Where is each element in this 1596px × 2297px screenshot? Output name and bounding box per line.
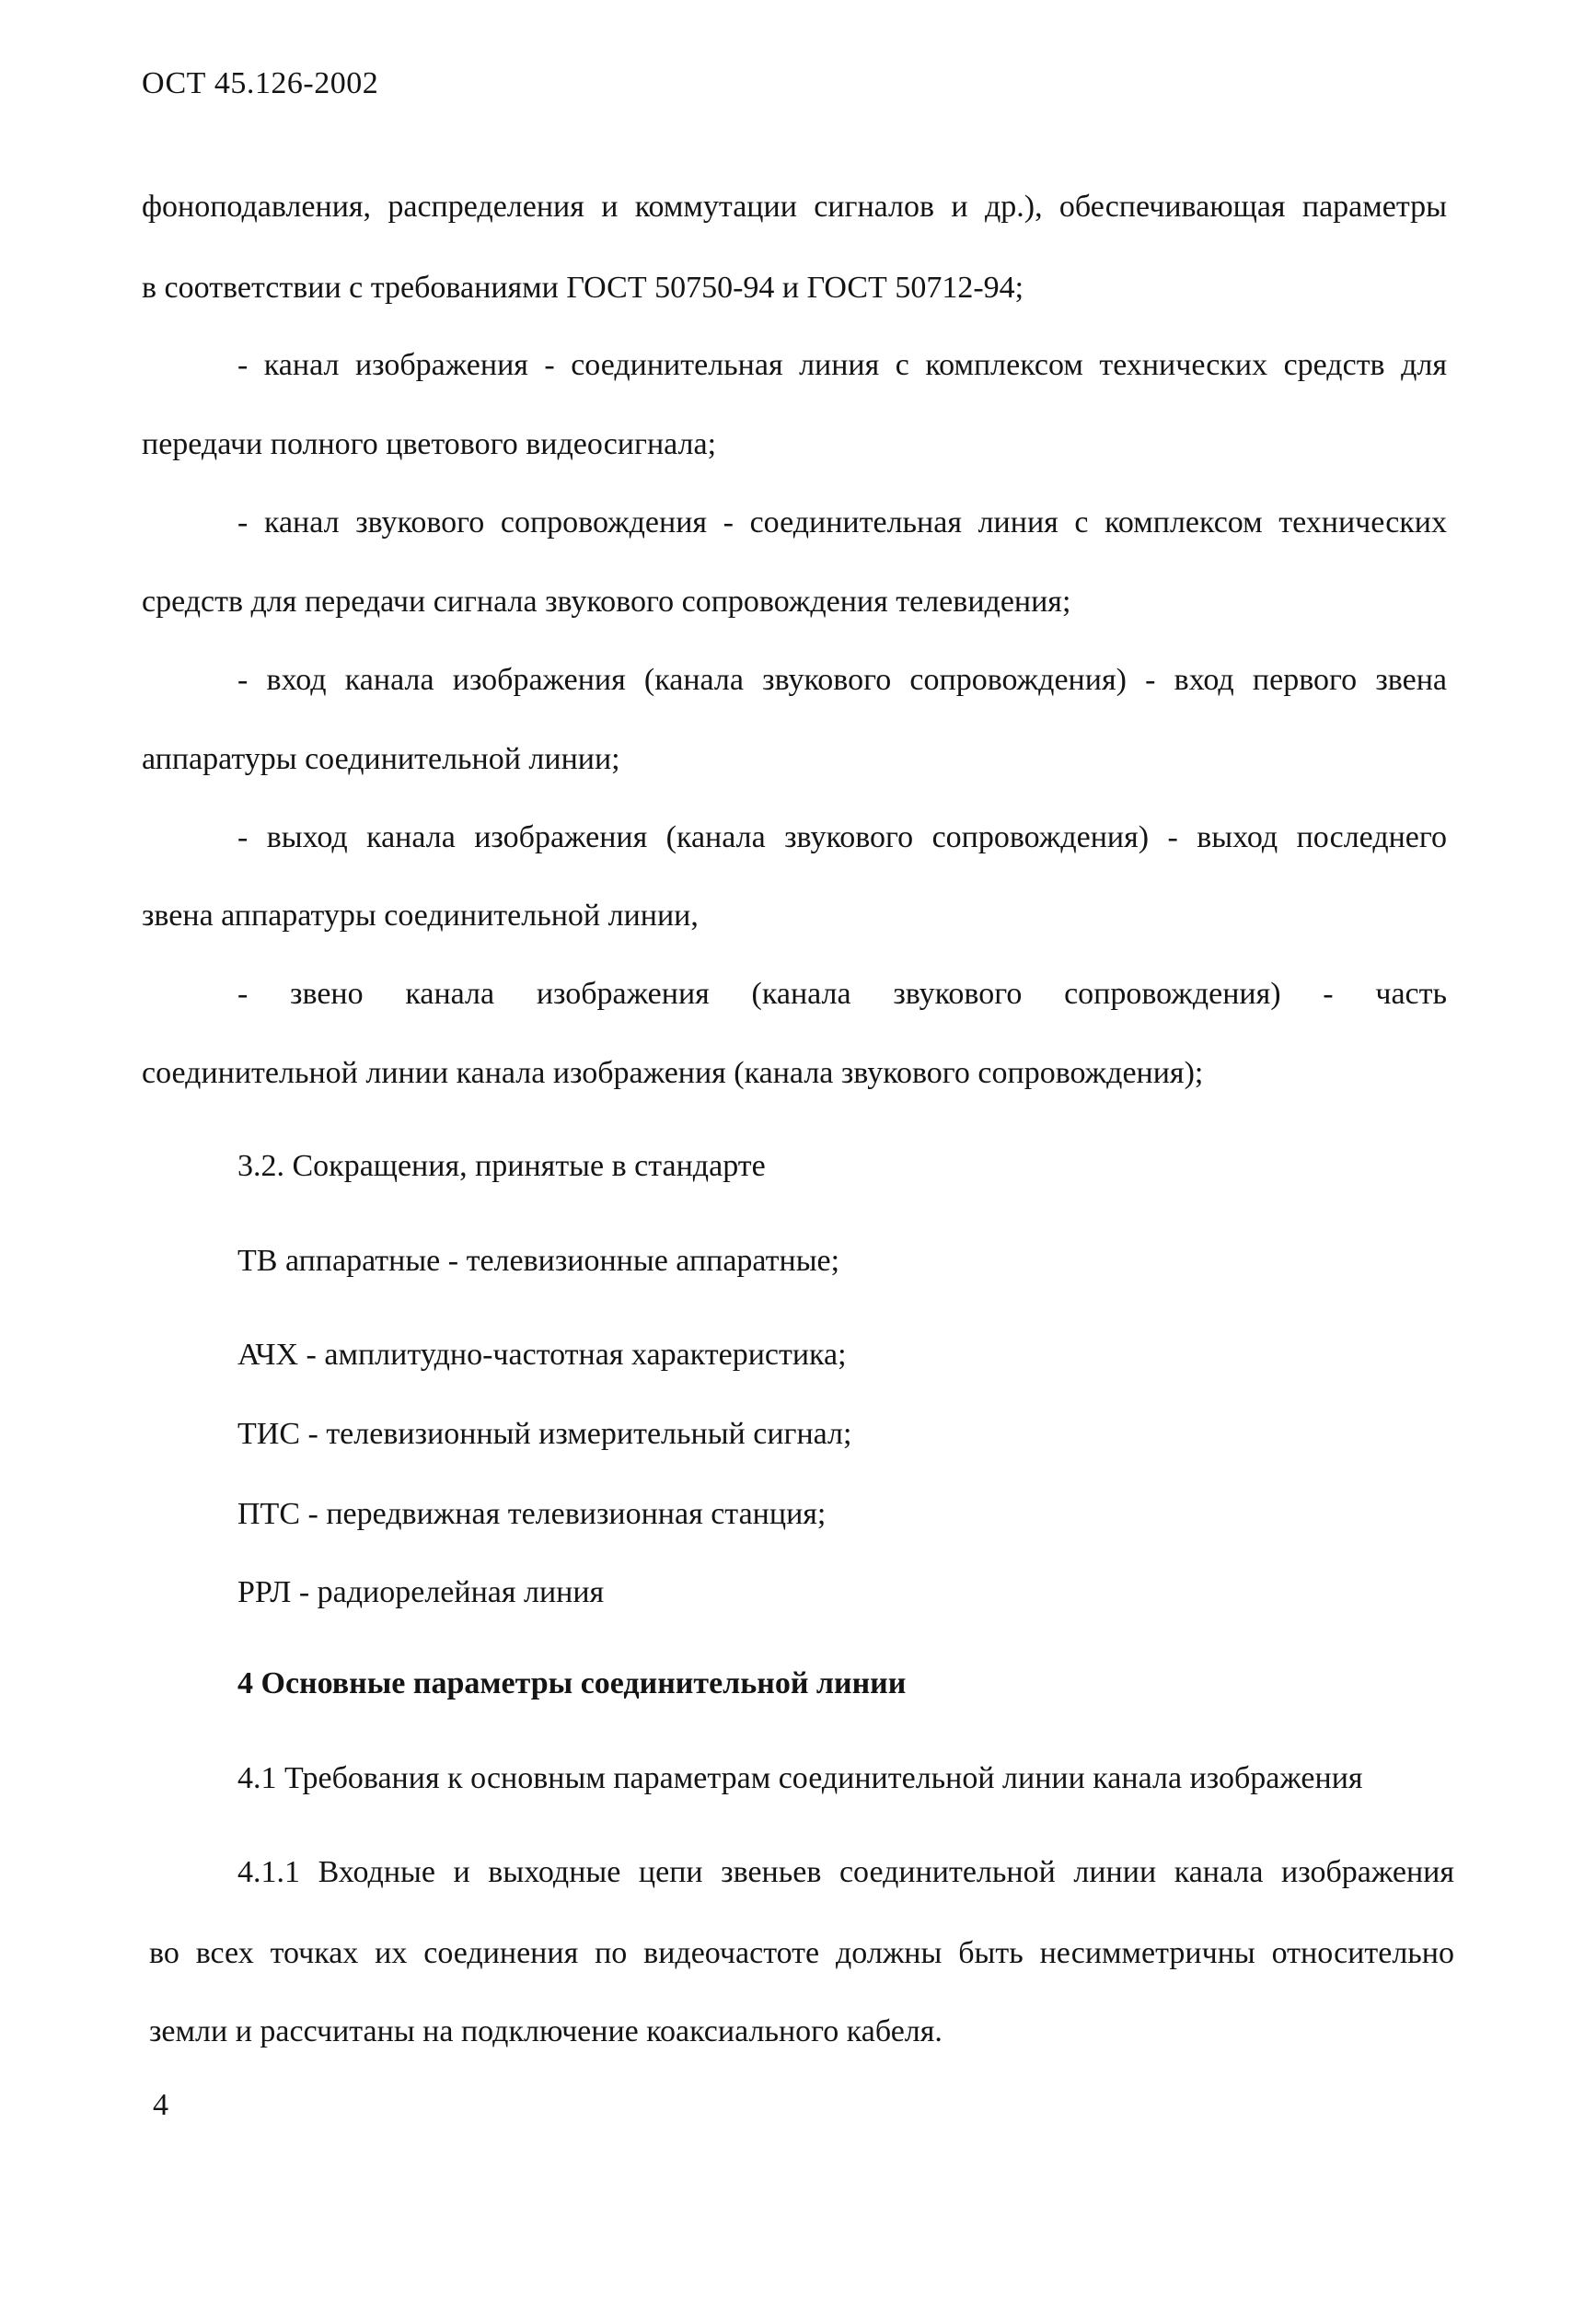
page-header: ОСТ 45.126-2002 — [142, 66, 379, 100]
abbreviation-item: РРЛ - радиорелейная линия — [237, 1575, 605, 1609]
definition-line: средств для передачи сигнала звукового сопровождения телевидения; — [142, 585, 1071, 619]
abbreviation-item: ТИС - телевизионный измерительный сигнал; — [237, 1417, 852, 1451]
definition-line: - выход канала изображения (канала звукового сопровождения) - выход последнего — [237, 820, 1447, 854]
abbreviation-item: ТВ аппаратные - телевизионные аппаратные; — [237, 1244, 840, 1278]
abbreviations-title: 3.2. Сокращения, принятые в стандарте — [237, 1149, 766, 1183]
paragraph-line: во всех точках их соединения по видеочастоте должны быть несимметричны относительно — [149, 1936, 1454, 1970]
section-subheading: 4.1 Требования к основным параметрам соединительной линии канала изображения — [237, 1761, 1363, 1795]
definition-line: фоноподавления, распределения и коммутации сигналов и др.), обеспечивающая параметры — [142, 190, 1447, 224]
definition-line: - канал звукового сопровождения - соединительная линия с комплексом технических — [237, 505, 1447, 539]
definition-line: в соответствии с требованиями ГОСТ 50750-94 и ГОСТ 50712-94; — [142, 271, 1024, 305]
paragraph-line: 4.1.1 Входные и выходные цепи звеньев соединительной линии канала изображения — [237, 1855, 1454, 1889]
definition-line: - звено канала изображения (канала звукового сопровождения) - часть — [237, 977, 1447, 1011]
paragraph-line: земли и рассчитаны на подключение коаксиального кабеля. — [149, 2014, 943, 2048]
definition-line: передачи полного цветового видеосигнала; — [142, 427, 717, 461]
definition-line: - канал изображения - соединительная линия с комплексом технических средств для — [237, 348, 1447, 382]
definition-line: соединительной линии канала изображения (канала звукового сопровождения); — [142, 1056, 1204, 1090]
definition-line: - вход канала изображения (канала звукового сопровождения) - вход первого звена — [237, 663, 1447, 697]
section-heading: 4 Основные параметры соединительной линии — [237, 1666, 907, 1700]
abbreviation-item: ПТС - передвижная телевизионная станция; — [237, 1497, 827, 1531]
abbreviation-item: АЧХ - амплитудно-частотная характеристика; — [237, 1338, 847, 1372]
definition-line: аппаратуры соединительной линии; — [142, 742, 620, 776]
page-number: 4 — [153, 2088, 168, 2122]
definition-line: звена аппаратуры соединительной линии, — [142, 899, 699, 933]
